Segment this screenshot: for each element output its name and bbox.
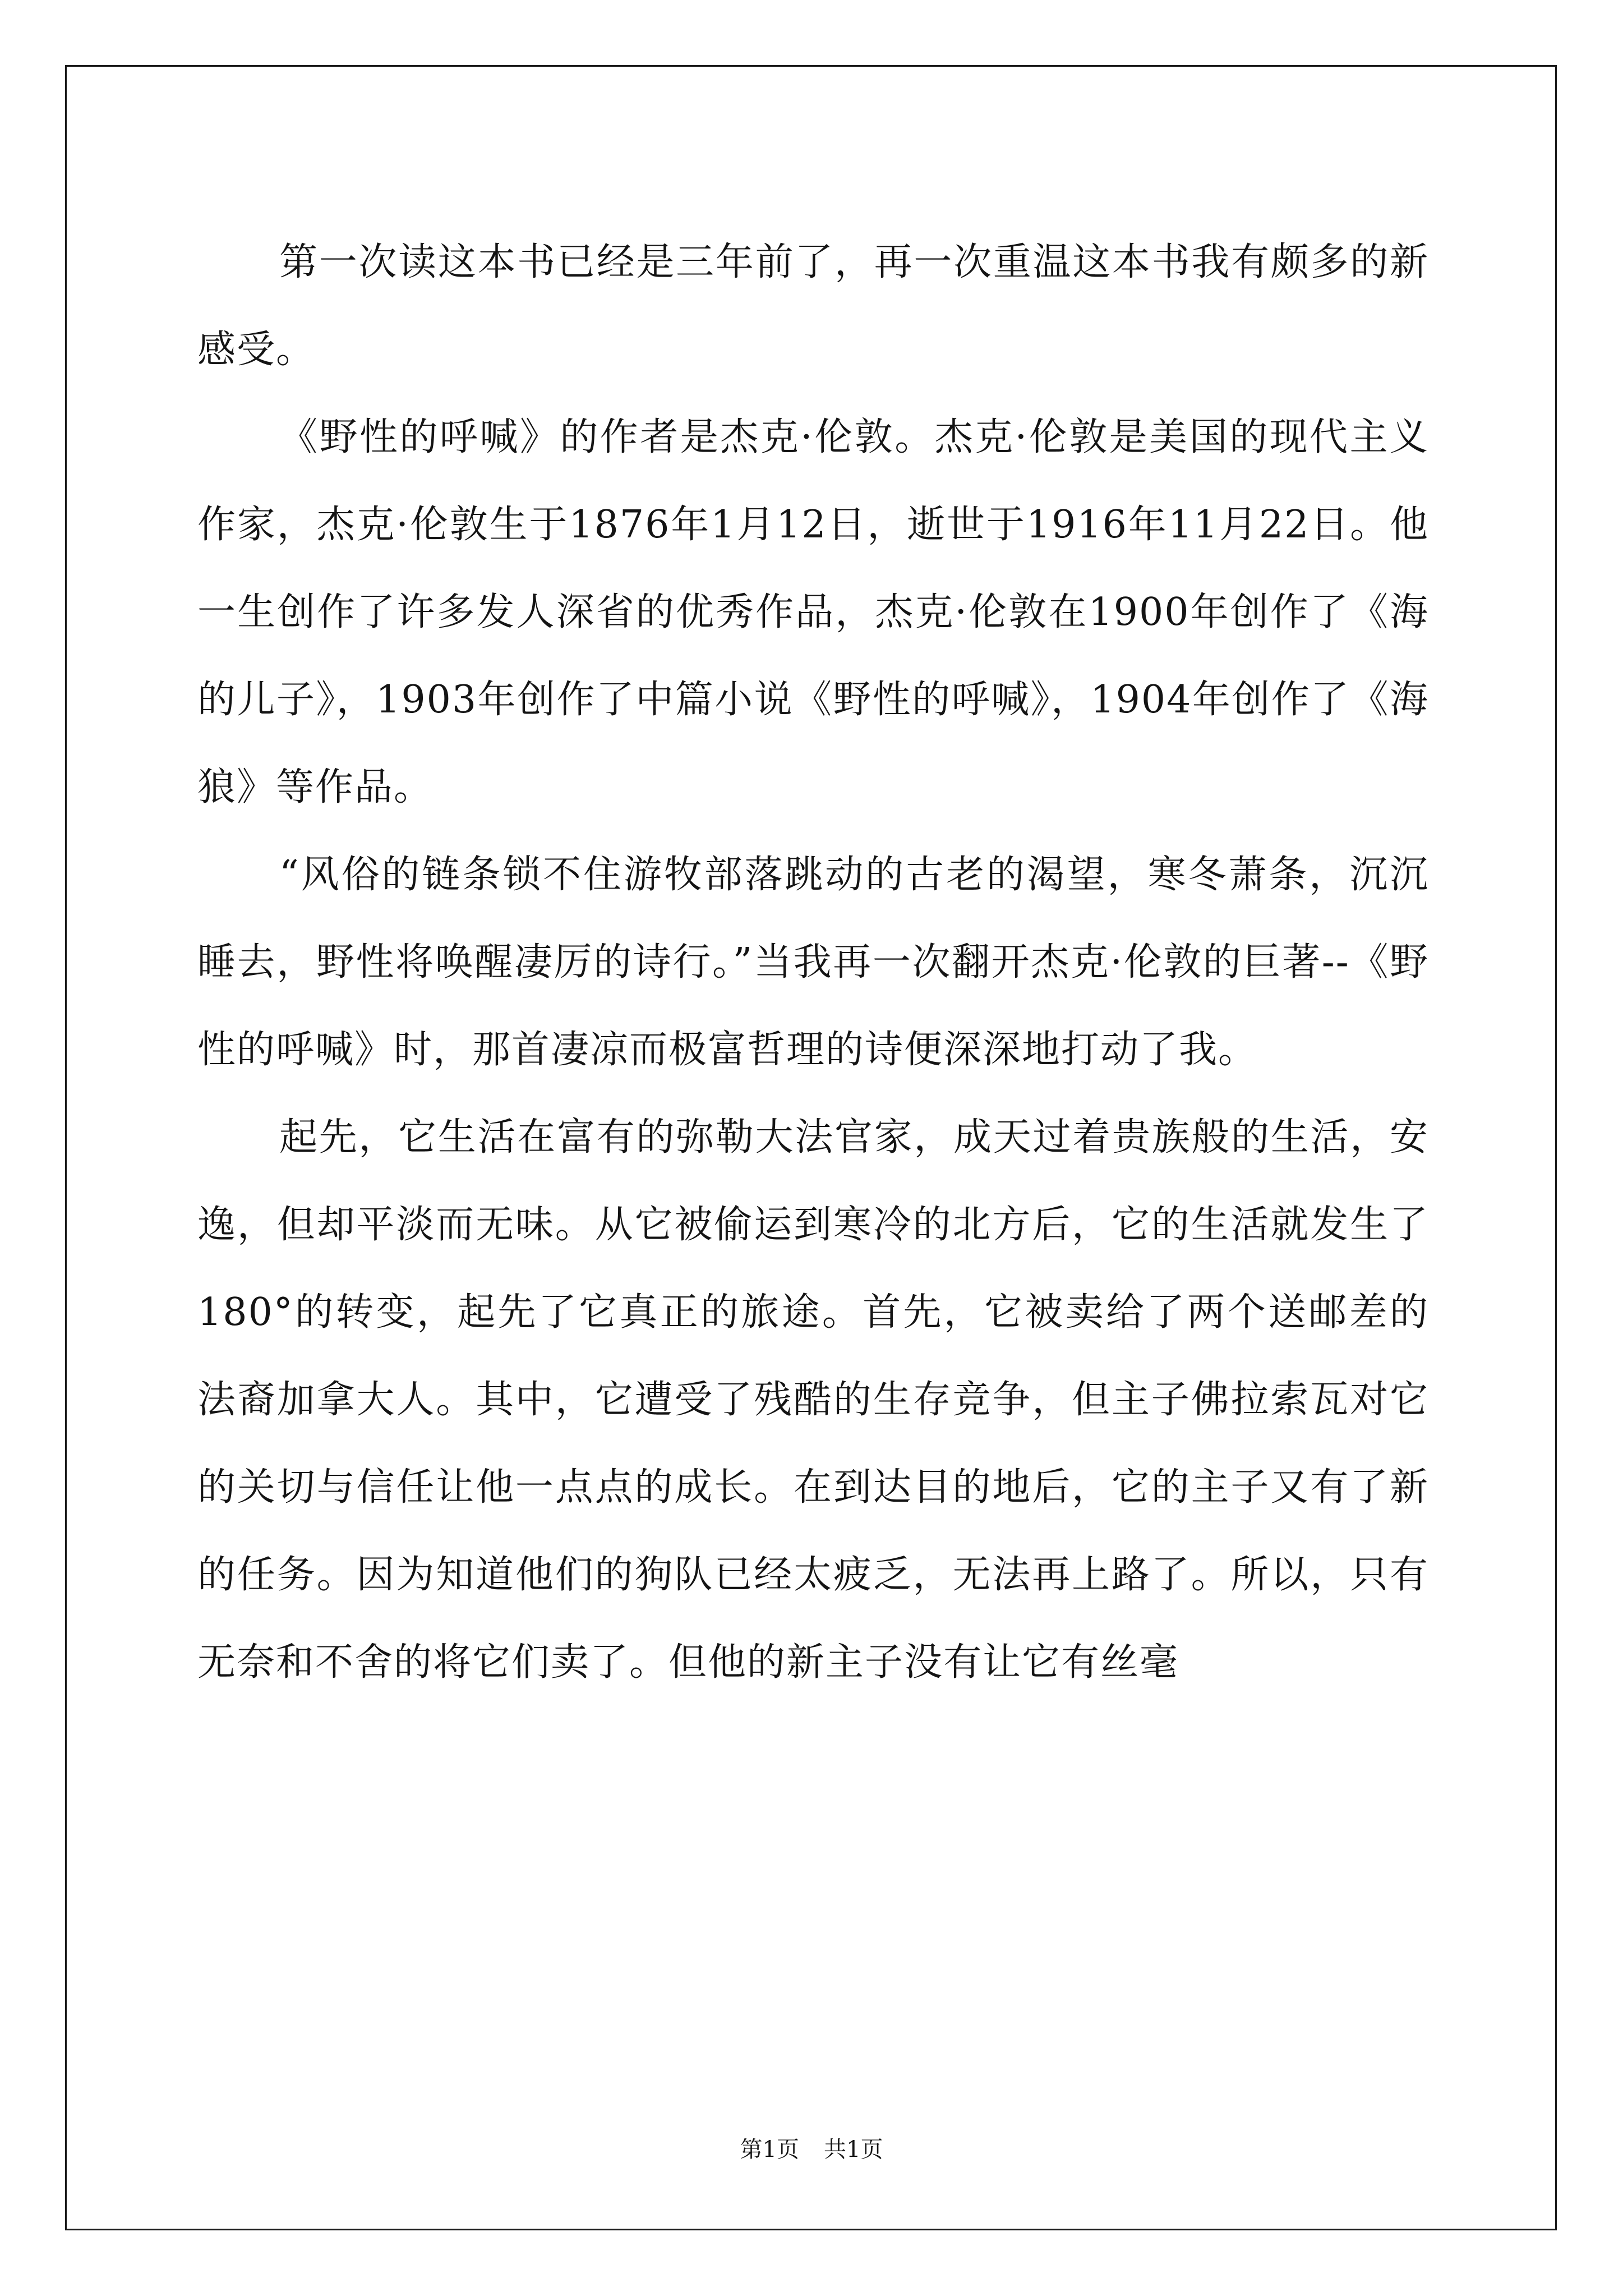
page-total: 共1页: [824, 2137, 883, 2162]
page-number: 第1页: [740, 2137, 799, 2162]
page-footer: [0, 2136, 1623, 2164]
paragraph: 起先，它生活在富有的弥勒大法官家，成天过着贵族般的生活，安逸，但却平淡而无味。从它被偷运到寒冷的北方后，它的生活就发生了180°的转变，起先了它真正的旅途。首先，它被卖给了两个送邮差的法裔加拿大人。其中，它遭受了残酷的生存竞争，但主子佛拉索瓦对它的关切与信任让他一点点的成长。在到达目的地后，它的主子又有了新的任务。因为知道他们的狗队已经太疲乏，无法再上路了。所以，只有无奈和不舍的将它们卖了。但他的新主子没有让它有丝毫: [197, 1115, 1429, 1685]
paragraph: 第一次读这本书已经是三年前了，再一次重温这本书我有颇多的新感受。: [197, 240, 1429, 372]
document-body: [197, 219, 1429, 1706]
paragraph: “风俗的链条锁不住游牧部落跳动的古老的渴望，寒冬萧条，沉沉睡去，野性将唤醒凄厉的诗行。”当我再一次翻开杰克·伦敦的巨著--《野性的呼喊》时，那首凄凉而极富哲理的诗便深深地打动了我。: [197, 853, 1429, 1072]
paragraph: 《野性的呼喊》的作者是杰克·伦敦。杰克·伦敦是美国的现代主义作家，杰克·伦敦生于1876年1月12日，逝世于1916年11月22日。他一生创作了许多发人深省的优秀作品，杰克·伦敦在1900年创作了《海的儿子》，1903年创作了中篇小说《野性的呼喊》，1904年创作了《海狼》等作品。: [197, 415, 1429, 809]
